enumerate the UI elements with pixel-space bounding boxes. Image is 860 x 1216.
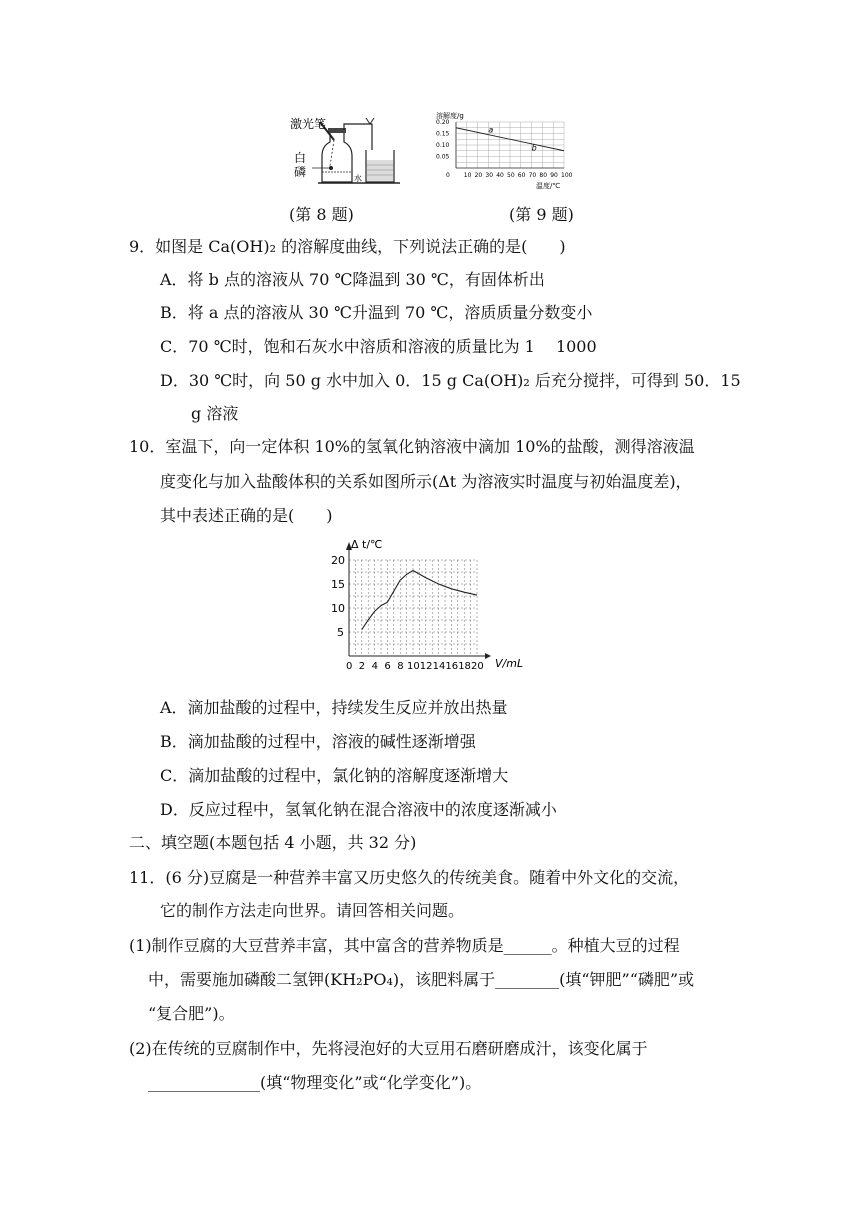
figure-8 xyxy=(290,110,410,190)
phosphorus-label-2: 磷 xyxy=(294,165,307,179)
chart10-x-tick: 20 xyxy=(471,661,484,672)
q9-option-c: C．70 ℃时，饱和石灰水中溶质和溶液的质量比为 1 1000 xyxy=(160,337,597,356)
chart10-y-tick: 5 xyxy=(337,626,344,639)
q9-option-b: B．将 a 点的溶液从 30 ℃升温到 70 ℃，溶质质量分数变小 xyxy=(160,303,593,322)
section-2-heading: 二、填空题(本题包括 4 小题，共 32 分) xyxy=(129,833,417,852)
chart10-x-tick: 18 xyxy=(458,661,471,672)
q11-part1-line2: 中，需要施加磷酸二氢钾(KH₂PO₄)，该肥料属于________(填“钾肥”“磷肥”或 xyxy=(148,970,695,989)
laser-pen-label: 激光笔 xyxy=(290,117,327,131)
chart10-x-tick: 8 xyxy=(397,661,404,672)
solubility-chart xyxy=(432,108,582,190)
q9-option-d: D．30 ℃时，向 50 g 水中加入 0．15 g Ca(OH)₂ 后充分搅拌，可得到 50．15 xyxy=(160,371,741,390)
figure-9-caption: (第 9 题) xyxy=(509,205,574,224)
chart10-x-tick: 14 xyxy=(432,661,446,672)
chart10-y-tick: 10 xyxy=(331,602,345,615)
chart9-x-tick: 90 xyxy=(550,172,558,179)
chart9-x-tick: 10 xyxy=(463,172,472,179)
q10-option-d: D．反应过程中，氢氧化钠在混合溶液中的浓度逐渐减小 xyxy=(160,800,557,819)
q11-part2-line2: ______________(填“物理变化”或“化学变化”)。 xyxy=(148,1073,482,1092)
q10-option-c: C．滴加盐酸的过程中，氯化钠的溶解度逐渐增大 xyxy=(160,766,509,785)
q9-option-a: A．将 b 点的溶液从 70 ℃降温到 30 ℃，有固体析出 xyxy=(160,270,545,289)
phosphorus-label-1: 白 xyxy=(294,151,307,165)
chart10-y-tick: 20 xyxy=(331,554,345,567)
q11-part1-line3: “复合肥”)。 xyxy=(148,1004,235,1023)
chart9-x-tick: 40 xyxy=(496,172,504,179)
chart9-x-tick: 70 xyxy=(528,172,537,179)
chart10-x-tick: 10 xyxy=(407,661,420,672)
point-a-label: a xyxy=(488,125,494,135)
chart9-x-tick: 100 xyxy=(561,172,573,179)
chart9-y-tick: 0.20 xyxy=(436,119,450,126)
chart10-x-arrow xyxy=(485,653,491,659)
q11-part2-line1: (2)在传统的豆腐制作中，先将浸泡好的大豆用石磨研磨成汁，该变化属于 xyxy=(129,1039,648,1058)
q10-stem-3: 其中表述正确的是( ) xyxy=(160,506,333,525)
chart10-ylabel: Δ t/℃ xyxy=(351,538,383,551)
chart9-x-tick: 30 xyxy=(485,172,494,179)
chart10-y-tick: 15 xyxy=(331,578,345,591)
apparatus-diagram xyxy=(290,110,410,190)
q10-option-a: A．滴加盐酸的过程中，持续发生反应并放出热量 xyxy=(160,698,508,717)
q11-part1-line1: (1)制作豆腐的大豆营养丰富，其中富含的营养物质是______。种植大豆的过程 xyxy=(129,936,680,955)
chart9-xlabel: 温度/℃ xyxy=(536,182,561,190)
chart9-x-tick: 0 xyxy=(446,172,450,179)
chart10-xlabel: V/mL xyxy=(495,657,524,670)
temperature-chart xyxy=(325,536,535,676)
chart10-x-tick: 4 xyxy=(371,661,378,672)
chart10-x-tick: 12 xyxy=(419,661,433,672)
figure-8-caption: (第 8 题) xyxy=(289,205,354,224)
q10-stem-2: 度变化与加入盐酸体积的关系如图所示(Δt 为溶液实时温度与初始温度差)， xyxy=(160,472,692,491)
chart10-x-tick: 2 xyxy=(358,661,366,672)
q9-option-d-cont: g 溶液 xyxy=(191,404,239,423)
figure-10 xyxy=(325,536,535,676)
chart10-x-tick: 16 xyxy=(445,661,459,672)
chart10-x-tick: 6 xyxy=(384,661,391,672)
chart9-x-tick: 50 xyxy=(507,172,515,179)
q10-stem-1: 10．室温下，向一定体积 10%的氢氧化钠溶液中滴加 10%的盐酸，测得溶液温 xyxy=(129,437,695,456)
chart9-x-tick: 20 xyxy=(474,172,483,179)
q10-option-b: B．滴加盐酸的过程中，溶液的碱性逐渐增强 xyxy=(160,732,476,751)
chart9-y-tick: 0.15 xyxy=(436,130,450,138)
chart10-x-tick: 0 xyxy=(346,661,353,672)
water-label: 水 xyxy=(354,174,362,183)
chart9-x-tick: 60 xyxy=(517,172,526,179)
point-b-label: b xyxy=(531,143,537,153)
chart9-x-tick: 80 xyxy=(539,172,548,179)
chart9-ylabel: 溶解度/g xyxy=(436,112,464,120)
figure-9 xyxy=(432,108,582,190)
q11-stem-2: 它的制作方法走向世界。请回答相关问题。 xyxy=(160,901,465,920)
q9-stem: 9．如图是 Ca(OH)₂ 的溶解度曲线，下列说法正确的是( ) xyxy=(129,237,566,256)
chart9-y-tick: 0.05 xyxy=(436,153,450,161)
q11-stem-1: 11．(6 分)豆腐是一种营养丰富又历史悠久的传统美食。随着中外文化的交流， xyxy=(129,868,690,887)
chart9-y-tick: 0.10 xyxy=(436,142,450,149)
